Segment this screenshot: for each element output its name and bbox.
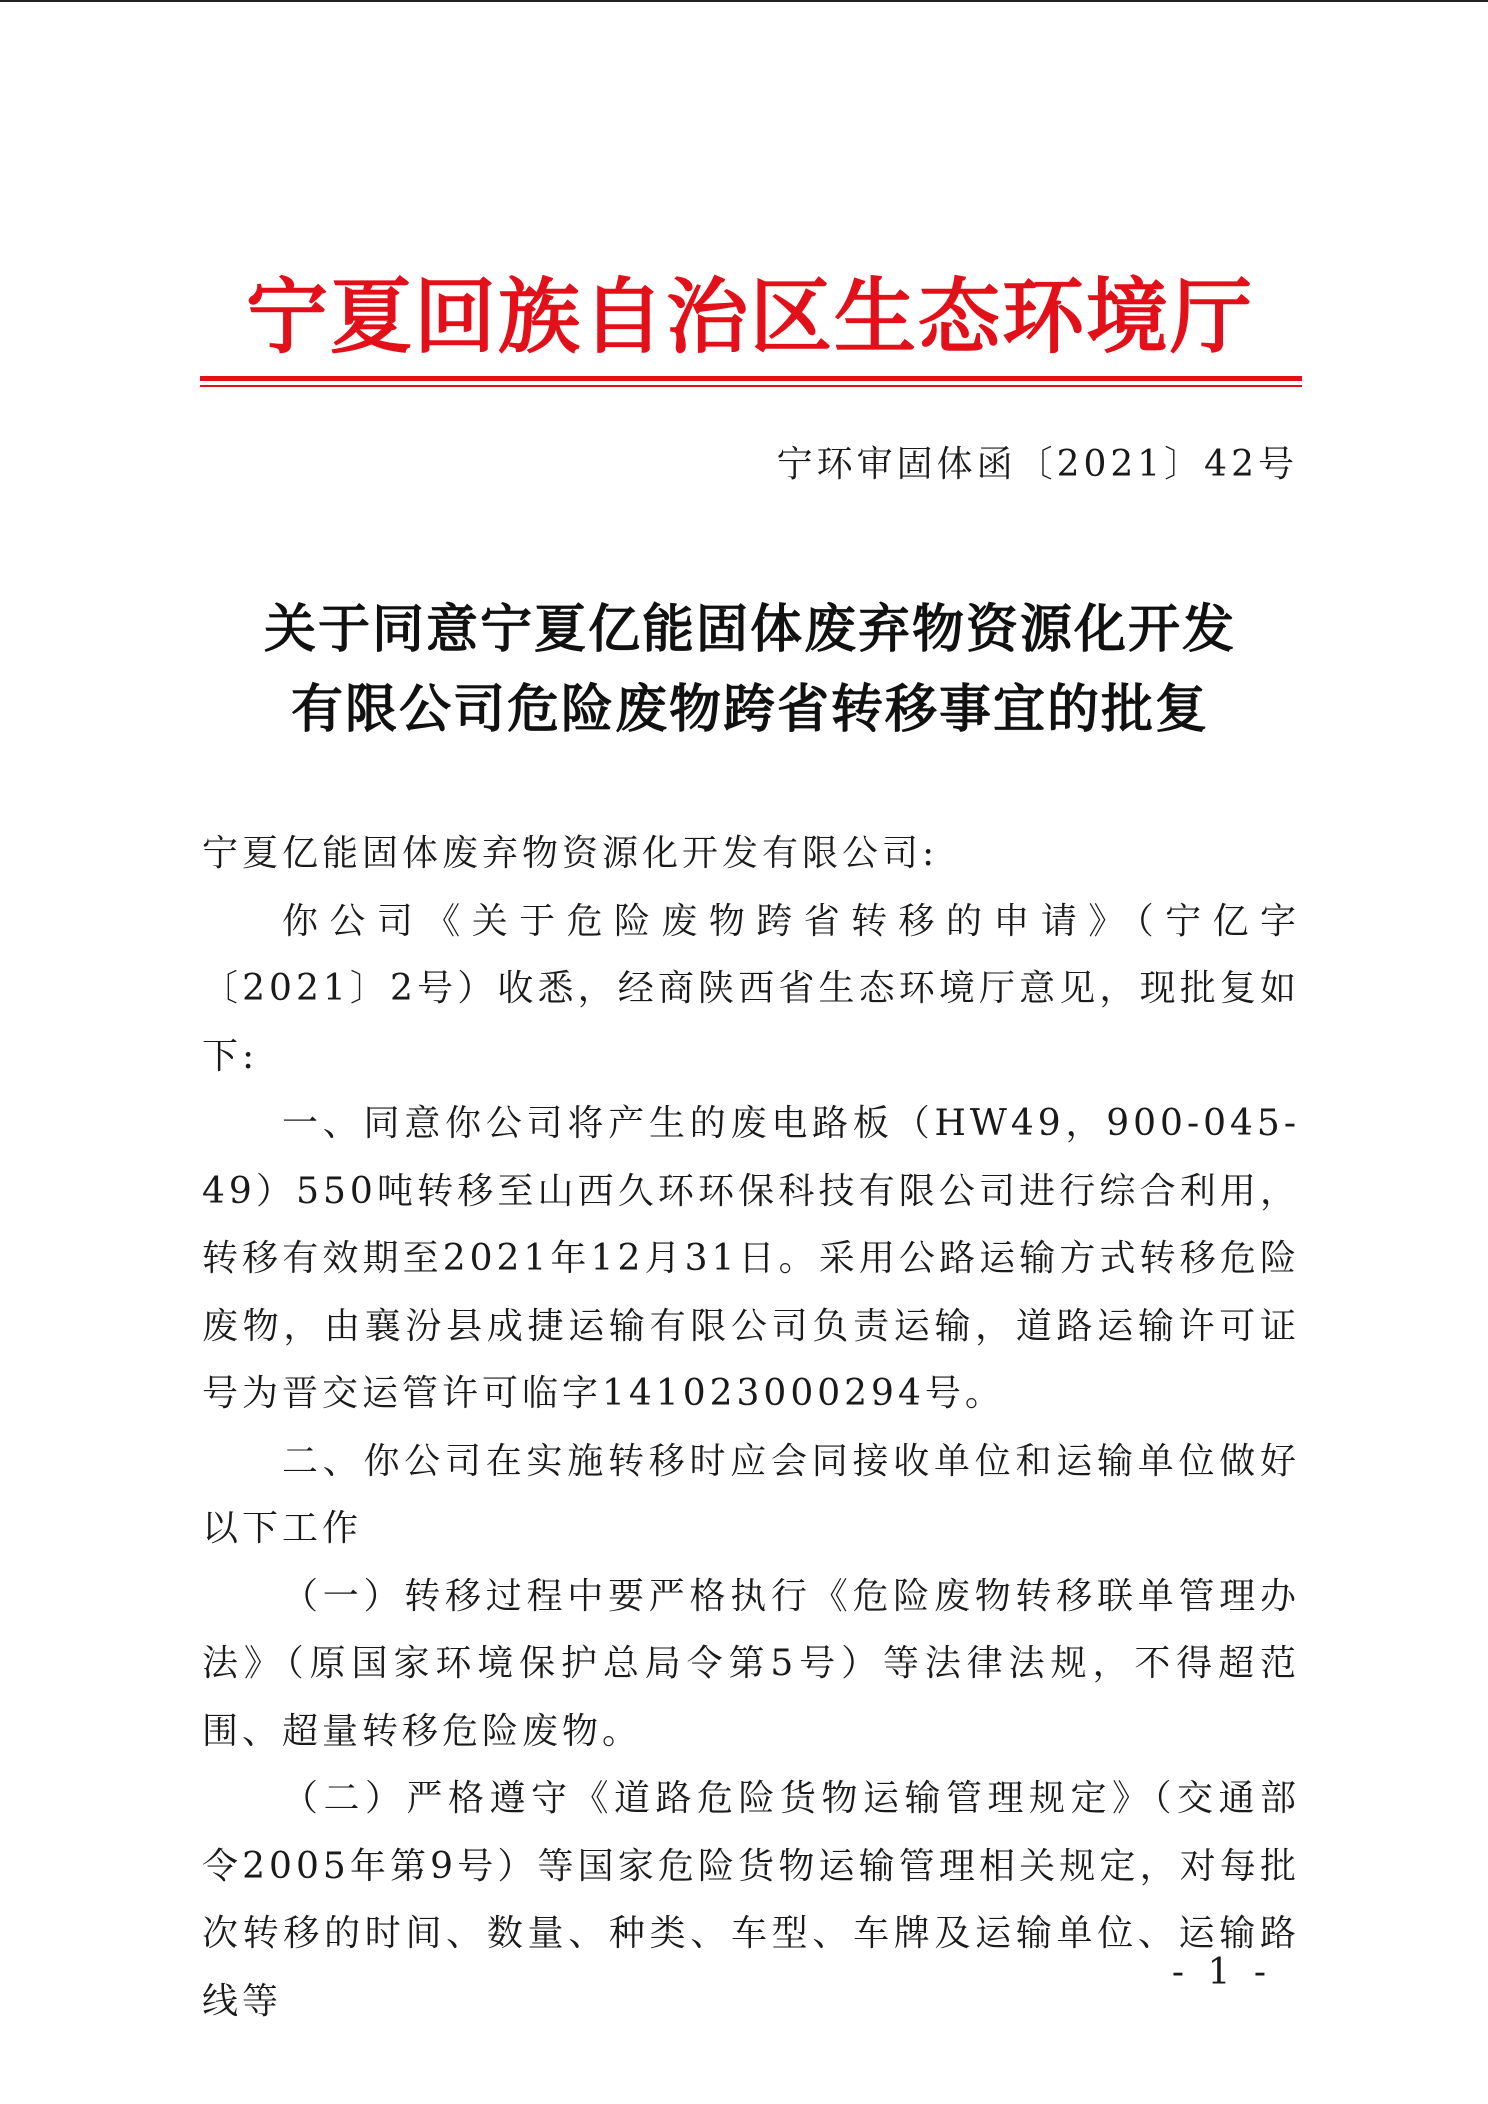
page-number: - 1 - [1171,1952,1272,1993]
masthead-red-rule [200,376,1302,381]
document-title-line-2: 有限公司危险废物跨省转移事宜的批复 [290,680,1209,740]
document-title [200,590,1300,750]
body-paragraph-5: （二）严格遵守《道路危险货物运输管理规定》（交通部令2005年第9号）等国家危险货物运输管理相关规定，对每批次转移的时间、数量、种类、车型、车牌及运输单位、运输路线等 [202,1778,1300,2022]
body-paragraph-2: 一、同意你公司将产生的废电路板（HW49，900-045-49）550吨转移至山西久环环保科技有限公司进行综合利用，转移有效期至2021年12月31日。采用公路运输方式转移危险废物，由襄汾县成捷运输有限公司负责运输，道路运输许可证号为晋交运管许可临字141023000294号。 [202,1103,1300,1414]
document-title-line-1: 关于同意宁夏亿能固体废弃物资源化开发 [263,600,1236,660]
masthead-red-rule-thin [200,385,1302,387]
body-paragraph-1: 你公司《关于危险废物跨省转移的申请》（宁亿字〔2021〕2号）收悉，经商陕西省生态环境厅意见，现批复如下: [202,900,1300,1077]
body-paragraph-3: 二、你公司在实施转移时应会同接收单位和运输单位做好以下工作 [202,1440,1300,1549]
issuer-masthead: 宁夏回族自治区生态环境厅 [245,270,1254,365]
page-top-border [0,0,1488,2]
body-paragraph-4: （一）转移过程中要严格执行《危险废物转移联单管理办法》（原国家环境保护总局令第5号）等法律法规，不得超范围、超量转移危险废物。 [202,1575,1300,1752]
document-body [202,820,1300,2035]
document-number: 宁环审固体函〔2021〕42号 [776,444,1298,485]
addressee: 宁夏亿能固体废弃物资源化开发有限公司: [202,833,939,874]
